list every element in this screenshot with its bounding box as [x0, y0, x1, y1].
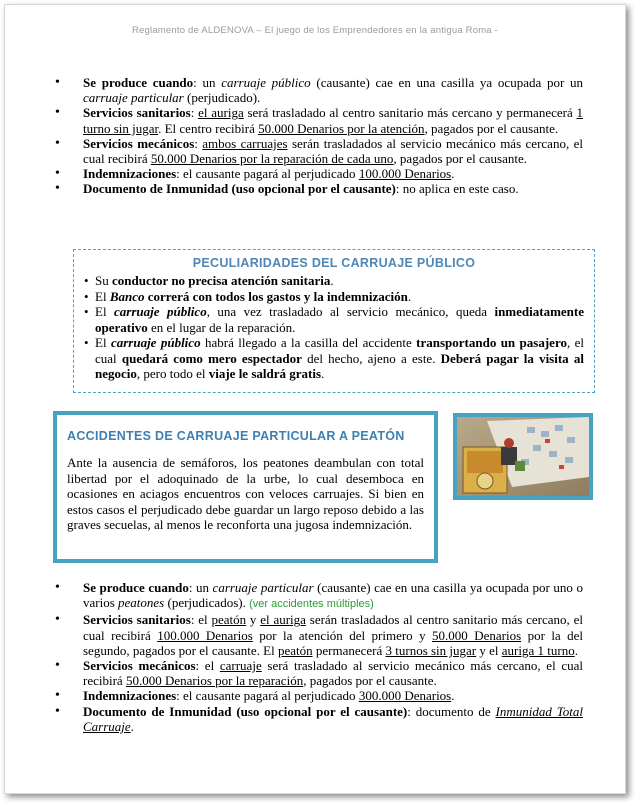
list-item: • Documento de Inmunidad (uso opcional por el causante): documento de Inmunidad Total Carruaje. [53, 704, 583, 734]
accident-title: ACCIDENTES DE CARRUAJE PARTICULAR A PEATÓN [67, 429, 405, 443]
list-item: • El carruaje público, una vez trasladado al servicio mecánico, queda inmediatamente operativo en el lugar de la reparación. [84, 304, 584, 335]
list-item: • Su conductor no precisa atención sanitaria. [84, 273, 584, 289]
list-item: • Indemnizaciones: el causante pagará al perjudicado 100.000 Denarios. [53, 166, 583, 181]
list-item: • Servicios mecánicos: el carruaje será trasladado al servicio mecánico más cercano, el cual recibirá 50.000 Denarios por la reparación, pagados por el causante. [53, 658, 583, 688]
list-item: • El Banco correrá con todos los gastos y la indemnización. [84, 289, 584, 305]
board-game-photo-icon [457, 417, 589, 496]
list-item: • Documento de Inmunidad (uso opcional por el causante): no aplica en este caso. [53, 181, 583, 196]
list-item: • Servicios mecánicos: ambos carruajes serán trasladados al servicio mecánico más cercano, el cual recibirá 50.000 Denarios por la reparación de cada uno, pagados por el causante. [53, 136, 583, 166]
document-page [4, 4, 626, 794]
board-game-photo [453, 413, 593, 500]
list-item: • Se produce cuando: un carruaje público (causante) cae en una casilla ya ocupada por un carruaje particular (perjudicado). [53, 75, 583, 105]
pedestrian-accident-rules-list [53, 580, 583, 734]
list-item: • Indemnizaciones: el causante pagará al perjudicado 300.000 Denarios. [53, 688, 583, 703]
public-carriage-rules-list [53, 75, 583, 197]
accident-body: Ante la ausencia de semáforos, los peatones deambulan con total libertad por el adoquinado de la urbe, lo cual desemboca en ocasiones en aciagos encuentros con veloces carruajes. Si bien en estos casos el perjudicado debe guardar un largo reposo debido a las graves secuelas, al menos le reconforta una jugosa indemnización. [67, 455, 424, 532]
list-item: • Se produce cuando: un carruaje particular (causante) cae en una casilla ya ocupada por uno o varios peatones (perjudicados). (ver accidentes múltiples) [53, 580, 583, 612]
list-item: • Servicios sanitarios: el peatón y el auriga serán trasladados al centro sanitario más cercano, el cual recibirá 100.000 Denarios por la atención del primero y 50.000 Denarios por la del segundo, pagados por el causante. El peatón permanecerá 3 turnos sin jugar y el auriga 1 turno. [53, 612, 583, 658]
pedestrian-accident-box [53, 411, 438, 563]
peculiarities-list [84, 273, 584, 382]
list-item: • El carruaje público habrá llegado a la casilla del accidente transportando un pasajero, el cual quedará como mero espectador del hecho, ajeno a este. Deberá pagar la visita al negocio, pero todo el viaje le saldrá gratis. [84, 335, 584, 382]
peculiarities-title: PECULIARIDADES DEL CARRUAJE PÚBLICO [192, 256, 476, 270]
page-header: Reglamento de ALDENOVA – El juego de los Emprendedores en la antigua Roma - [131, 25, 498, 36]
multiple-accidents-link[interactable]: (ver accidentes múltiples) [249, 598, 374, 611]
public-carriage-peculiarities-box [73, 249, 595, 393]
list-item: • Servicios sanitarios: el auriga será trasladado al centro sanitario más cercano y permanecerá 1 turno sin jugar. El centro recibirá 50.000 Denarios por la atención, pagados por el causante. [53, 105, 583, 135]
